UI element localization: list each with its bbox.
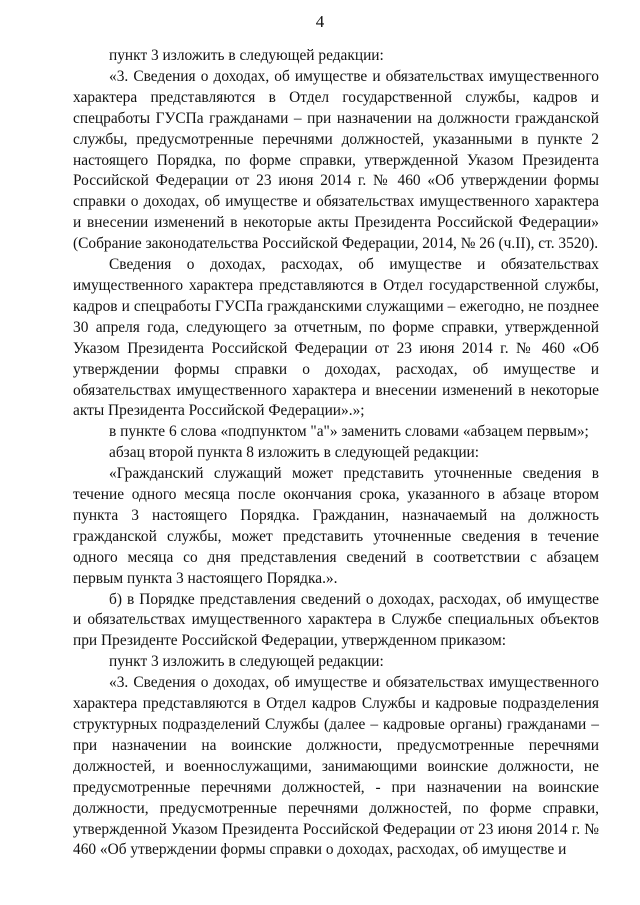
paragraph-quoted-corrected-info: «Гражданский служащий может представить уточненные сведения в течение одного месяца после окончания срока, указанного в абзаце втором пункта 3 настоящего Порядка. Гражданин, назначаемый на должность гражданской службы, может представить уточненные сведения в течение одного месяца со дня представления сведений в соответствии с абзацем первым пункта 3 настоящего Порядка.». bbox=[73, 465, 599, 587]
document-body bbox=[73, 46, 599, 861]
page-number: 4 bbox=[315, 12, 325, 31]
paragraph-instruction-2: пункт 3 изложить в следующей редакции: bbox=[109, 653, 384, 671]
paragraph-subsection-b: б) в Порядке представления сведений о доходах, расходах, об имуществе и обязательствах имущественного характера в Службе специальных объектов при Президенте Российской Федерации, утвержденном приказом: bbox=[73, 590, 599, 650]
paragraph-quoted-point-3-service: «3. Сведения о доходах, об имуществе и обязательствах имущественного характера представляются в Отдел кадров Службы и кадровые подразделения структурных подразделений Службы (далее – кадровые органы) гражданами – при назначении на воинские должности, предусмотренные перечнями должностей, и военнослужащими, занимающими воинские должности, не предусмотренные перечнями должностей, - при назначении на воинские должности, предусмотренные перечнями должностей, по форме справки, утвержденной Указом Президента Российской Федерации от 23 июня 2014 г. № 460 «Об утверждении формы справки о доходах, расходах, об имуществе и bbox=[73, 674, 599, 859]
paragraph-gusp-civil-servants: Сведения о доходах, расходах, об имуществе и обязательствах имущественного характера представляются в Отдел государственной службы, кадров и спецработы ГУСПа гражданскими служащими – ежегодно, не позднее 30 апреля года, следующего за отчетным, по форме справки, утвержденной Указом Президента Российской Федерации от 23 июня 2014 г. № 460 «Об утверждении формы справки о доходах, расходах, об имуществе и обязательствах имущественного характера и внесении изменений в некоторые акты Президента Российской Федерации».»; bbox=[73, 256, 599, 420]
paragraph-quoted-point-3-gusp: «3. Сведения о доходах, об имуществе и обязательствах имущественного характера представляются в Отдел государственной службы, кадров и спецработы ГУСПа гражданами – при назначении на должности гражданской службы, предусмотренные перечнями должностей, указанными в пункте 2 настоящего Порядка, по форме справки, утвержденной Указом Президента Российской Федерации от 23 июня 2014 г. № 460 «Об утверждении формы справки о доходах, об имуществе и обязательствах имущественного характера и внесении изменений в некоторые акты Президента Российской Федерации» (Собрание законодательства Российской Федерации, 2014, № 26 (ч.II), ст. 3520). bbox=[73, 67, 599, 253]
paragraph-instruction-1: пункт 3 изложить в следующей редакции: bbox=[109, 47, 384, 64]
paragraph-instruction-point-6: в пункте 6 слова «подпунктом "а"» заменить словами «абзацем первым»; bbox=[109, 423, 589, 441]
paragraph-instruction-point-8: абзац второй пункта 8 изложить в следующей редакции: bbox=[109, 444, 480, 462]
